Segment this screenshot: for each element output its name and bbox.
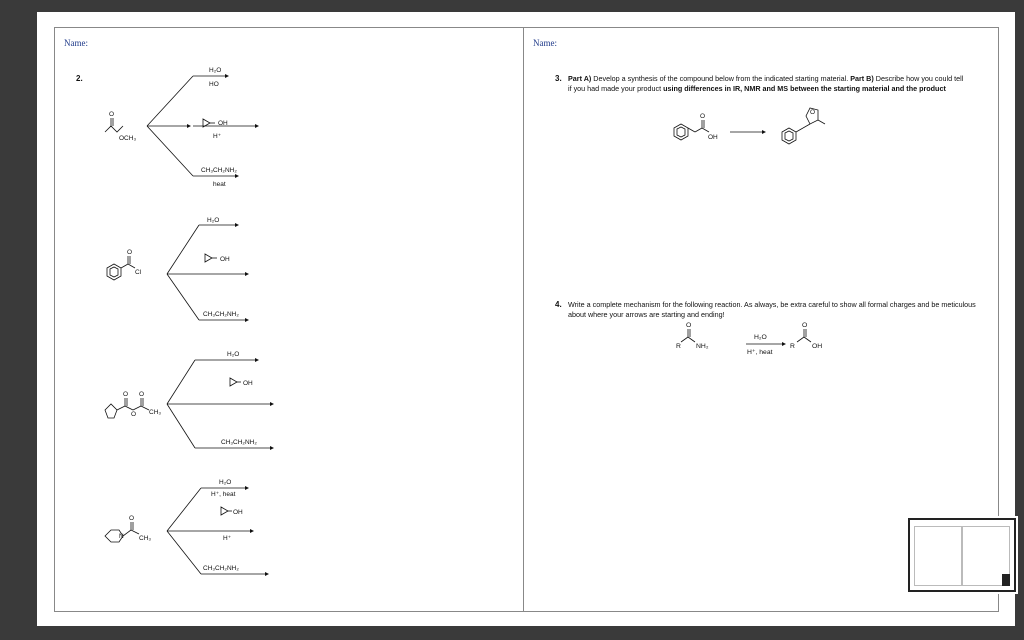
reagent-r2-water: H₂O xyxy=(207,217,220,224)
thumbnail-page-left[interactable] xyxy=(914,526,962,586)
reagent-r1-alcohol: OH xyxy=(218,120,228,127)
q3-part-b-label: Part B) xyxy=(850,74,874,83)
carbonyl-oxygen-label: O xyxy=(109,111,115,118)
q4-oxygen-product: O xyxy=(802,322,808,329)
question-number: 2. xyxy=(76,74,83,83)
viewport-indicator-icon xyxy=(1002,574,1010,586)
question-4-text: Write a complete mechanism for the following reaction. As always, be extra careful to show all formal charges and be meticulous about where your arrows are starting and ending! xyxy=(568,300,976,319)
carbonyl-oxygen-label-3b: O xyxy=(139,391,145,398)
reagent-r4-alcohol: OH xyxy=(233,509,243,516)
q3-carbonyl-oxygen: O xyxy=(700,113,706,120)
worksheet-page-left xyxy=(54,27,530,612)
reagent-r4-amine: CH₃CH₂NH₂ xyxy=(203,565,239,572)
q4-r-product: R xyxy=(790,343,795,350)
name-label-right: Name: xyxy=(533,38,557,48)
reagent-r4-acid-heat: H⁺, heat xyxy=(211,491,236,498)
chloride-label: Cl xyxy=(135,269,142,276)
name-label: Name: xyxy=(64,38,88,48)
question-3-number: 3. xyxy=(555,74,562,83)
carbonyl-oxygen-label-2: O xyxy=(127,249,133,256)
ch3-label-3: CH₃ xyxy=(149,409,162,416)
q3-part-a-label: Part A) xyxy=(568,74,592,83)
q3-oh-label: OH xyxy=(708,134,718,141)
q4-nh2-label: NH₂ xyxy=(696,343,709,350)
reagent-r4-water: H₂O xyxy=(219,479,232,486)
reagent-r1-acid: H⁺ xyxy=(213,133,222,140)
q4-oh-label: OH xyxy=(812,343,823,350)
q4-reagent-acid-heat: H⁺, heat xyxy=(747,349,773,356)
q4-r-start: R xyxy=(676,343,681,350)
question-4-number: 4. xyxy=(555,300,562,309)
nitrogen-label: N xyxy=(119,533,124,540)
q3-text-a: Develop a synthesis of the compound below from the indicated starting material. xyxy=(593,74,849,83)
reagent-r1-heat: heat xyxy=(213,181,226,188)
bridging-oxygen-label: O xyxy=(131,411,137,418)
page-thumbnail-navigator[interactable] xyxy=(908,518,1016,592)
document-canvas xyxy=(37,12,1015,626)
q3-ketal-oxygen: O xyxy=(810,109,816,116)
reaction-scheme-2 xyxy=(55,28,529,611)
q4-oxygen-start: O xyxy=(686,322,692,329)
reagent-r3-amine: CH₃CH₂NH₂ xyxy=(221,439,257,446)
reagent-r2-amine: CH₃CH₂NH₂ xyxy=(203,311,239,318)
q3-bold-text: using differences in IR, NMR and MS between the starting material and the product xyxy=(663,84,946,93)
q4-reagent-water: H₂O xyxy=(754,334,767,341)
reagent-r3-alcohol: OH xyxy=(243,380,253,387)
reagent-r1-amine: CH₃CH₂NH₂ xyxy=(201,167,237,174)
och3-label: OCH₃ xyxy=(119,135,137,142)
carbonyl-oxygen-label-4: O xyxy=(129,515,135,522)
reagent-r2-alcohol: OH xyxy=(220,256,230,263)
reagent-r1-ho: HO xyxy=(209,81,219,88)
q3-text-b: Describe how you could tell if you had made your product xyxy=(568,74,964,93)
reagent-r3-water: H₂O xyxy=(227,351,240,358)
reagent-r1-water: H₂O xyxy=(209,67,222,74)
reagent-r4-acid: H⁺ xyxy=(223,535,232,542)
carbonyl-oxygen-label-3a: O xyxy=(123,391,129,398)
ch3-label-4: CH₃ xyxy=(139,535,152,542)
